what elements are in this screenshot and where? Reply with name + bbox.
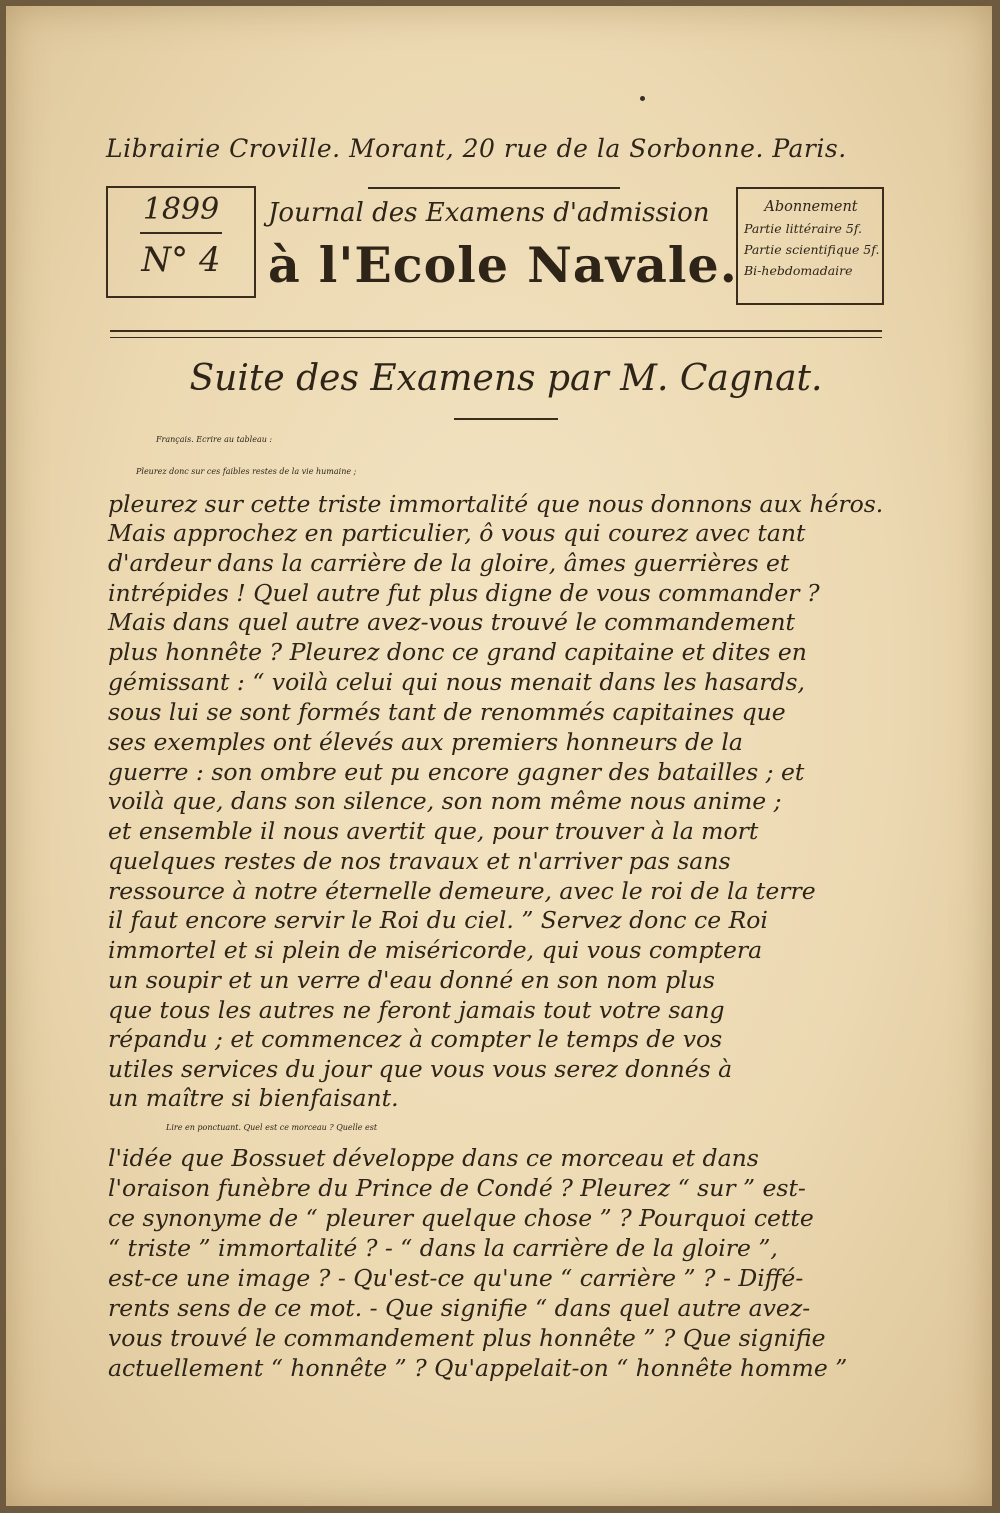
body-line: un maître si bienfaisant. — [108, 1084, 399, 1112]
issue-box — [106, 186, 256, 298]
body-line: Mais dans quel autre avez-vous trouvé le commandement — [108, 608, 795, 636]
header-double-rule — [110, 330, 882, 338]
body-line: et ensemble il nous avertit que, pour trouver à la mort — [108, 817, 759, 845]
body-line: l'oraison funèbre du Prince de Condé ? Pleurez “ sur ” est- — [108, 1174, 806, 1202]
body-line: Pleurez donc sur ces faibles restes de la vie humaine ; — [136, 467, 357, 476]
body-line: d'ardeur dans la carrière de la gloire, âmes guerrières et — [108, 549, 790, 577]
body-line: Mais approchez en particulier, ô vous qui courez avec tant — [108, 519, 806, 547]
subscription-literary: Partie littéraire 5f. — [744, 221, 862, 236]
body-line: rents sens de ce mot. - Que signifie “ dans quel autre avez- — [108, 1294, 811, 1322]
body-line: quelques restes de nos travaux et n'arriver pas sans — [108, 847, 731, 875]
body-line: Lire en ponctuant. Quel est ce morceau ? Quelle est — [166, 1123, 378, 1132]
publisher-line: Librairie Croville. Morant, 20 rue de la Sorbonne. Paris. — [106, 134, 847, 163]
body-line: un soupir et un verre d'eau donné en son nom plus — [108, 966, 715, 994]
body-line: l'idée que Bossuet développe dans ce morceau et dans — [108, 1144, 759, 1172]
body-line: plus honnête ? Pleurez donc ce grand capitaine et dites en — [108, 638, 807, 666]
body-line: sous lui se sont formés tant de renommés capitaines que — [108, 698, 786, 726]
subscription-frequency: Bi-hebdomadaire — [744, 263, 853, 278]
body-line: ressource à notre éternelle demeure, avec le roi de la terre — [108, 877, 816, 905]
body-line: ses exemples ont élevés aux premiers honneurs de la — [108, 728, 743, 756]
body-line: immortel et si plein de miséricorde, qui vous comptera — [108, 936, 763, 964]
subscription-scientific: Partie scientifique 5f. — [744, 242, 880, 257]
subscription-title: Abonnement — [764, 199, 858, 215]
journal-title-line1: Journal des Examens d'admission — [268, 198, 710, 228]
issue-year: 1899 — [142, 192, 220, 227]
issue-divider — [140, 232, 222, 234]
body-line: intrépides ! Quel autre fut plus digne de vous commander ? — [108, 579, 820, 607]
heading-underline — [454, 418, 558, 420]
body-line: il faut encore servir le Roi du ciel. ” Servez donc ce Roi — [108, 906, 768, 934]
body-line: pleurez sur cette triste immortalité que nous donnons aux héros. — [108, 490, 884, 518]
section-heading: Suite des Examens par M. Cagnat. — [189, 358, 823, 399]
body-line: guerre : son ombre eut pu encore gagner des batailles ; et — [108, 758, 805, 786]
body-line: “ triste ” immortalité ? - “ dans la carrière de la gloire ”, — [108, 1234, 778, 1262]
issue-number: N° 4 — [141, 240, 221, 280]
body-line: est-ce une image ? - Qu'est-ce qu'une “ carrière ” ? - Diffé- — [108, 1264, 804, 1292]
body-line: vous trouvé le commandement plus honnête ” ? Que signifie — [108, 1324, 826, 1352]
ink-dot — [640, 96, 645, 101]
body-line: ce synonyme de “ pleurer quelque chose ” ? Pourquoi cette — [108, 1204, 814, 1232]
body-line: voilà que, dans son silence, son nom même nous anime ; — [108, 787, 782, 815]
body-line: que tous les autres ne feront jamais tout votre sang — [108, 996, 725, 1024]
subscription-box — [736, 187, 884, 305]
body-line: utiles services du jour que vous vous serez donnés à — [108, 1055, 733, 1083]
body-line: répandu ; et commencez à compter le temps de vos — [108, 1025, 723, 1053]
body-line: Français. Ecrire au tableau : — [156, 435, 273, 444]
title-top-rule — [368, 187, 620, 189]
body-line: actuellement “ honnête ” ? Qu'appelait-on “ honnête homme ” — [108, 1354, 848, 1382]
body-line: gémissant : “ voilà celui qui nous menait dans les hasards, — [108, 668, 806, 696]
manuscript-page — [6, 6, 992, 1506]
journal-title-line2: à l'Ecole Navale. — [268, 236, 738, 294]
